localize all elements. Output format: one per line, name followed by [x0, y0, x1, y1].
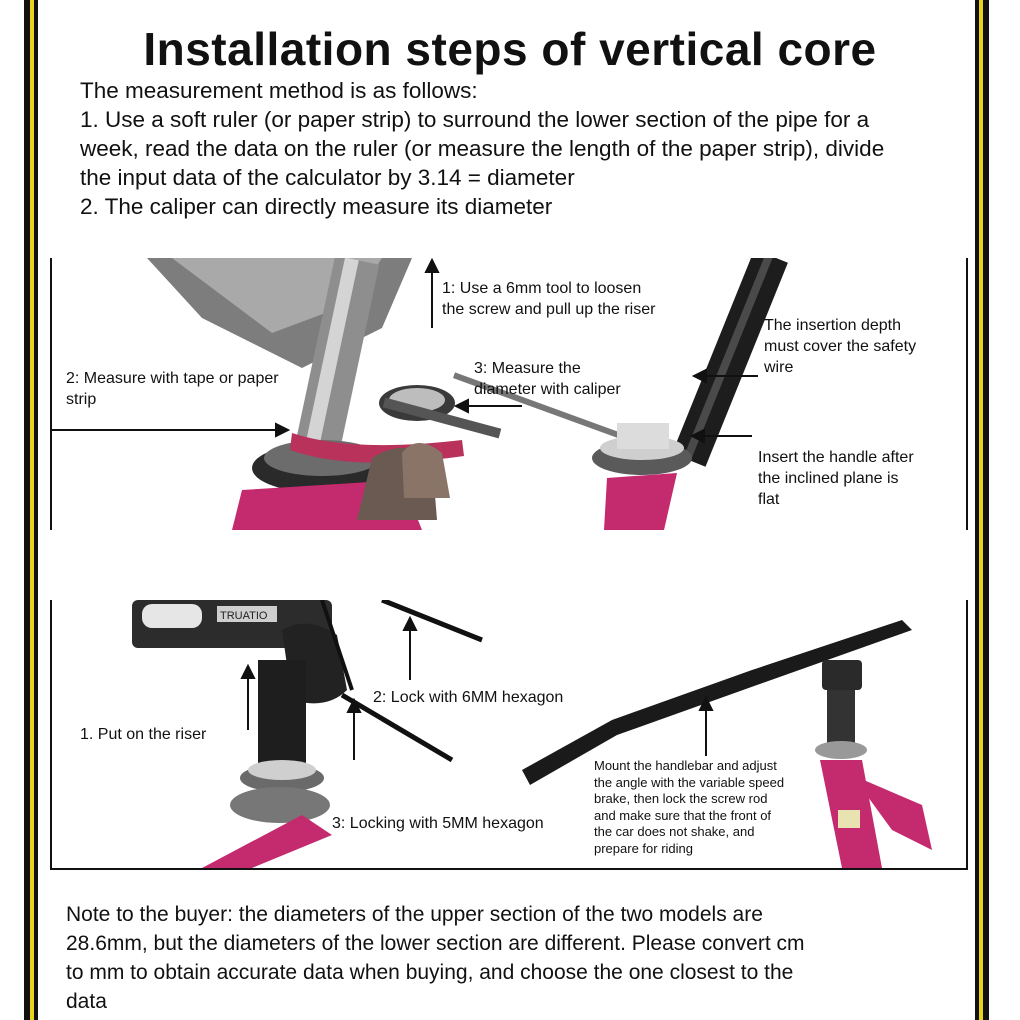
caption-line: the screw and pull up the riser — [442, 301, 656, 318]
caption-line: Insert the handle after — [758, 449, 914, 466]
caption-line: flat — [758, 491, 780, 508]
intro-line: the input data of the calculator by 3.14 = diameter — [80, 165, 575, 190]
note-line: Note to the buyer: the diameters of the upper section of the two models are — [66, 903, 763, 926]
note-line: data — [66, 990, 107, 1013]
caption-line: brake, then lock the screw rod — [594, 791, 768, 806]
caption-line: strip — [66, 391, 97, 408]
caption-line: diameter with caliper — [474, 381, 621, 398]
installation-photo-panel — [50, 600, 968, 870]
stem-brand-text: TRUATIO — [220, 610, 268, 622]
page-title: Installation steps of vertical core — [143, 23, 877, 75]
left-border-inner — [34, 0, 38, 1020]
caption-line: the inclined plane is — [758, 470, 899, 487]
caption-lock-6mm: 2: Lock with 6MM hexagon — [373, 689, 564, 706]
intro-line: 1. Use a soft ruler (or paper strip) to surround the lower section of the pipe for a — [80, 107, 870, 132]
buyer-note — [66, 900, 966, 1016]
caption-insert-handle — [758, 447, 914, 510]
caption-insertion-depth — [764, 315, 916, 378]
caption-line: must cover the safety — [764, 338, 917, 355]
caption-line: wire — [764, 359, 794, 376]
note-line: 28.6mm, but the diameters of the lower section are different. Please convert cm — [66, 932, 805, 955]
caption-line: 1: Use a 6mm tool to loosen — [442, 280, 642, 297]
intro-heading: The measurement method is as follows: — [80, 78, 478, 103]
caption-line: and make sure that the front of — [594, 807, 772, 823]
caption-put-on-riser: 1. Put on the riser — [80, 726, 207, 743]
intro-line: 2. The caliper can directly measure its diameter — [80, 194, 553, 219]
caption-caliper — [474, 358, 621, 400]
caption-line: 2: Measure with tape or paper — [66, 370, 279, 387]
caption-line: 3: Measure the — [474, 360, 581, 377]
caption-line: Mount the handlebar and adjust — [594, 758, 777, 773]
caption-lock-5mm: 3: Locking with 5MM hexagon — [332, 815, 544, 832]
caption-tape-measure — [66, 368, 279, 410]
caption-line: the car does not shake, and — [594, 824, 755, 839]
intro-line: week, read the data on the ruler (or measure the length of the paper strip), divide — [80, 136, 885, 161]
caption-loosen-screw — [442, 278, 655, 320]
caption-line: prepare for riding — [594, 840, 693, 856]
note-line: to mm to obtain accurate data when buying, and choose the one closest to the — [66, 961, 794, 984]
right-border-outer — [983, 0, 989, 1020]
measurement-photo-panel — [50, 258, 968, 530]
caption-line: The insertion depth — [764, 317, 901, 334]
caption-mount-handlebar — [590, 756, 788, 859]
measurement-instructions — [80, 76, 970, 221]
caption-line: the angle with the variable speed — [594, 774, 785, 790]
